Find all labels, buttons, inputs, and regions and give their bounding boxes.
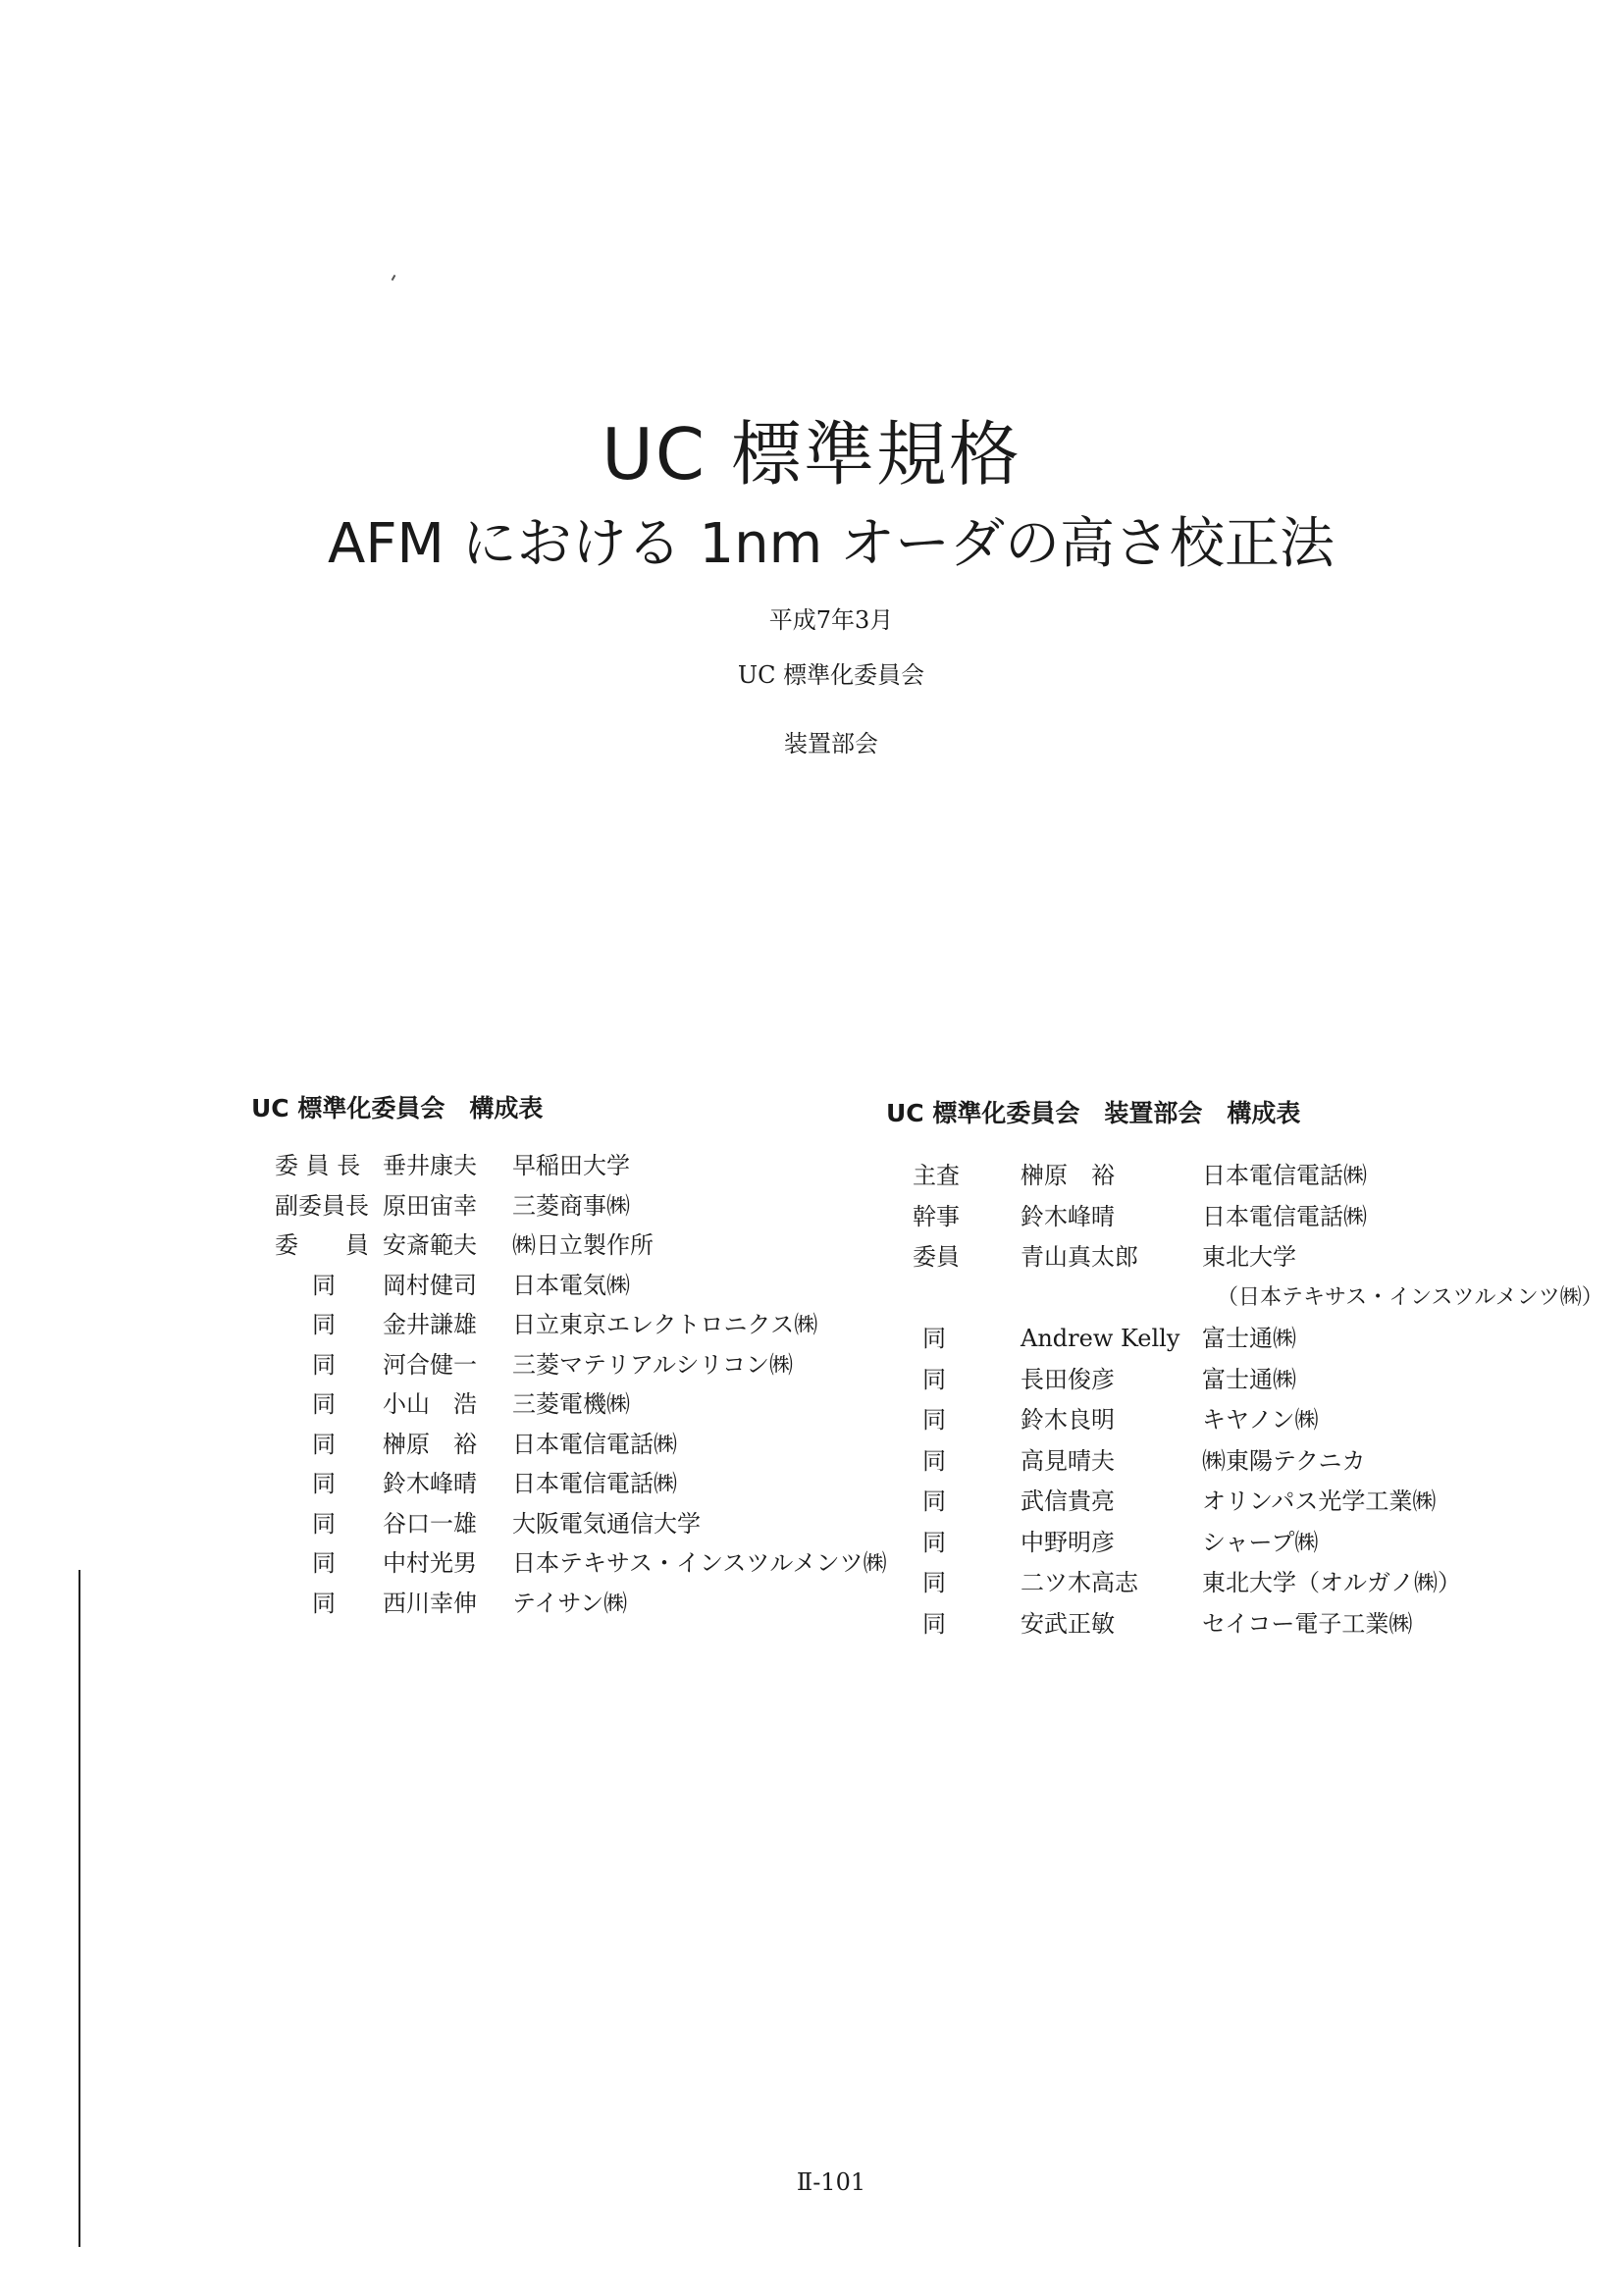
page-number: Ⅱ-101 [796,2168,866,2196]
member-name: 安斎範夫 [383,1231,477,1259]
member-role: 同 [922,1325,946,1352]
member-organization: 東北大学（オルガノ㈱） [1202,1569,1461,1596]
section-name: 装置部会 [784,730,878,757]
member-organization: セイコー電子工業㈱ [1202,1609,1413,1638]
member-organization: 日立東京エレクトロニクス㈱ [512,1311,818,1338]
member-organization: 早稲田大学 [512,1152,630,1179]
member-organization: 日本電気㈱ [512,1271,630,1299]
scan-speck [392,275,396,281]
member-name: 榊原 裕 [1021,1162,1115,1189]
member-name: 西川幸伸 [383,1589,477,1617]
member-name: 武信貴亮 [1021,1487,1115,1515]
member-role: 幹事 [913,1202,960,1230]
member-role: 主査 [913,1162,960,1189]
member-role: 同 [312,1271,336,1299]
member-role: 同 [312,1470,336,1497]
member-name: 鈴木峰晴 [383,1470,477,1497]
member-name: 二ツ木高志 [1021,1569,1138,1596]
member-organization: 日本電信電話㈱ [512,1430,677,1458]
member-name: 岡村健司 [383,1271,477,1299]
page-title: UC 標準規格 [602,413,1021,496]
member-organization: 三菱商事㈱ [512,1191,630,1220]
member-organization: 三菱マテリアルシリコン㈱ [512,1350,793,1379]
member-name: 河合健一 [383,1350,477,1379]
page-subtitle: AFM における 1nm オーダの高さ校正法 [328,512,1335,576]
member-name: 鈴木良明 [1021,1406,1115,1434]
member-role: 同 [922,1569,946,1596]
member-role: 同 [922,1487,946,1515]
member-role: 同 [312,1589,336,1617]
issue-date: 平成7年3月 [768,606,894,634]
member-organization: キヤノン㈱ [1202,1406,1319,1434]
member-name: 谷口一雄 [383,1509,477,1538]
member-role: 同 [312,1430,336,1458]
member-name: Andrew Kelly [1021,1325,1180,1352]
member-name: 中村光男 [383,1549,477,1577]
member-name: 高見晴夫 [1021,1446,1115,1475]
member-organization: 富士通㈱ [1202,1365,1296,1393]
member-organization: ㈱日立製作所 [512,1231,654,1259]
margin-line [79,1570,80,2247]
member-organization: 日本電信電話㈱ [512,1470,677,1497]
member-role: 同 [312,1311,336,1338]
member-role: 同 [922,1406,946,1434]
member-role: 副委員長 [275,1191,369,1220]
member-role: 同 [922,1446,946,1475]
member-organization: テイサン㈱ [512,1589,628,1617]
right-table-heading: UC 標準化委員会 装置部会 構成表 [886,1099,1301,1127]
member-role: 同 [922,1528,946,1556]
member-role: 委員 [913,1243,960,1271]
member-role: 同 [312,1390,336,1418]
member-organization: オリンパス光学工業㈱ [1202,1487,1437,1515]
member-role: 同 [312,1350,336,1379]
member-role: 同 [922,1609,946,1638]
member-organization: 日本テキサス・インスツルメンツ㈱ [512,1549,887,1577]
member-organization: 日本電信電話㈱ [1202,1202,1367,1230]
member-role: 委 員 [275,1231,369,1259]
member-organization: 東北大学 [1202,1243,1296,1271]
member-name: 金井謙雄 [383,1311,477,1338]
member-organization: 富士通㈱ [1202,1325,1296,1352]
member-role: 委 員 長 [275,1152,361,1179]
member-organization: 日本電信電話㈱ [1202,1162,1367,1189]
member-role: 同 [312,1549,336,1577]
affiliation-note: （日本テキサス・インスツルメンツ㈱） [1217,1284,1603,1310]
member-name: 鈴木峰晴 [1021,1202,1115,1230]
member-organization: ㈱東陽テクニカ [1202,1446,1366,1475]
member-name: 長田俊彦 [1021,1365,1115,1393]
committee-name: UC 標準化委員会 [737,661,925,689]
member-name: 青山真太郎 [1021,1243,1138,1271]
member-organization: シャープ㈱ [1202,1528,1319,1556]
left-table-heading: UC 標準化委員会 構成表 [251,1094,544,1122]
member-role: 同 [922,1365,946,1393]
member-name: 安武正敏 [1021,1609,1115,1638]
member-role: 同 [312,1509,336,1538]
member-name: 原田宙幸 [383,1191,477,1220]
member-name: 小山 浩 [383,1390,477,1418]
member-name: 中野明彦 [1021,1528,1115,1556]
member-organization: 大阪電気通信大学 [512,1509,701,1538]
member-organization: 三菱電機㈱ [512,1390,630,1418]
member-name: 榊原 裕 [383,1430,477,1458]
member-name: 垂井康夫 [383,1152,477,1179]
